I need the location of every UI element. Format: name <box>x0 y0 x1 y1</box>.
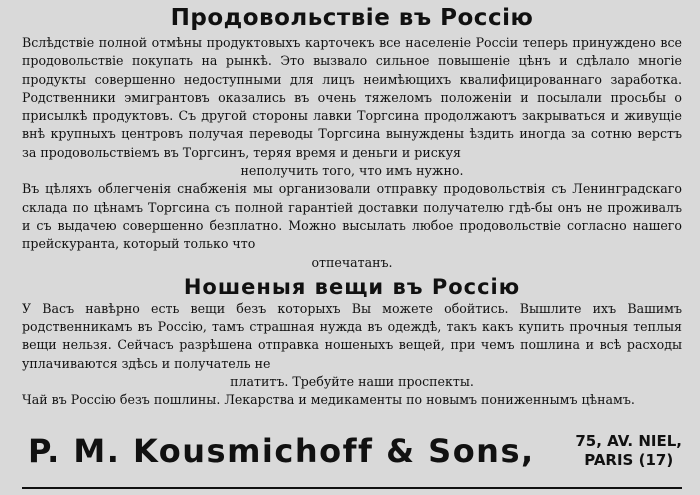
footer <box>28 430 682 480</box>
paragraph-shipping-offer-text: Въ цѣляхъ облегченія снабженія мы организовали отправку продовольствія съ Ленинградскаго склада по цѣнамъ Торгсина съ полной гарантіей доставки получателю гдѣ-бы онъ не проживалъ и съ выдачею совершенно безплатно. Можно высылать любое продовольствіе согласно нашего прейскуранта, который только что <box>22 181 682 252</box>
paragraph-tea-medicine: Чай въ Россію безъ пошлины. Лекарства и медикаменты по новымъ пониженнымъ цѣнамъ. <box>22 392 635 408</box>
paragraph-shipping-offer <box>22 180 682 271</box>
company-name: P. M. Kousmichoff & Sons, <box>28 432 535 470</box>
address-line-1: 75, AV. NIEL, <box>575 432 682 450</box>
paragraph-used-clothes-end: платитъ. Требуйте наши проспекты. <box>230 374 474 390</box>
address-line-2: PARIS (17) <box>584 451 674 469</box>
paragraph-shipping-offer-end: отпечатанъ. <box>311 254 393 270</box>
paragraph-used-clothes-text: У Васъ навѣрно есть вещи безъ которыхъ Вы можете обойтись. Вышлите ихъ Вашимъ родственникамъ въ Россію, тамъ страшная нужда въ одеждѣ, такъ какъ купить прочныя теплыя вещи нельзя. Сейчасъ разрѣшена отправка ношеныхъ вещей, при чемъ пошлина и всѣ расходы уплачиваются здѣсь и получатель не <box>22 300 682 371</box>
bottom-rule <box>22 487 682 489</box>
paragraph-used-clothes <box>22 300 682 391</box>
paragraph-food-shortage <box>22 34 682 180</box>
heading-used-clothes: Ношеныя вещи въ Россію <box>183 274 521 299</box>
paragraph-food-shortage-text: Вслѣдствіе полной отмѣны продуктовыхъ карточекъ все населеніе Россіи теперь принуждено все продовольствіе покупать на рынкѣ. Это вызвало сильное повышеніе цѣнъ и сдѣлало многіе продукты совершенно недоступными для лицъ неимѣющихъ квалифицированнаго заработка. Родственники эмигрантовъ оказались въ очень тяжеломъ положеніи и посылали просьбы о присылкѣ продуктовъ. Съ другой стороны лавки Торгсина продолжаютъ закрываться и живущіе внѣ крупныхъ центровъ получая переводы Торгсина вынуждены ѣздить иногда за сотню верстъ за продовольствіемъ въ Торгсинъ, теряя время и деньги и рискуя <box>22 35 682 160</box>
paragraph-food-shortage-end: неполучить того, что имъ нужно. <box>240 163 464 179</box>
company-address <box>575 432 682 470</box>
heading-food: Продовольствіе въ Россію <box>170 5 534 31</box>
